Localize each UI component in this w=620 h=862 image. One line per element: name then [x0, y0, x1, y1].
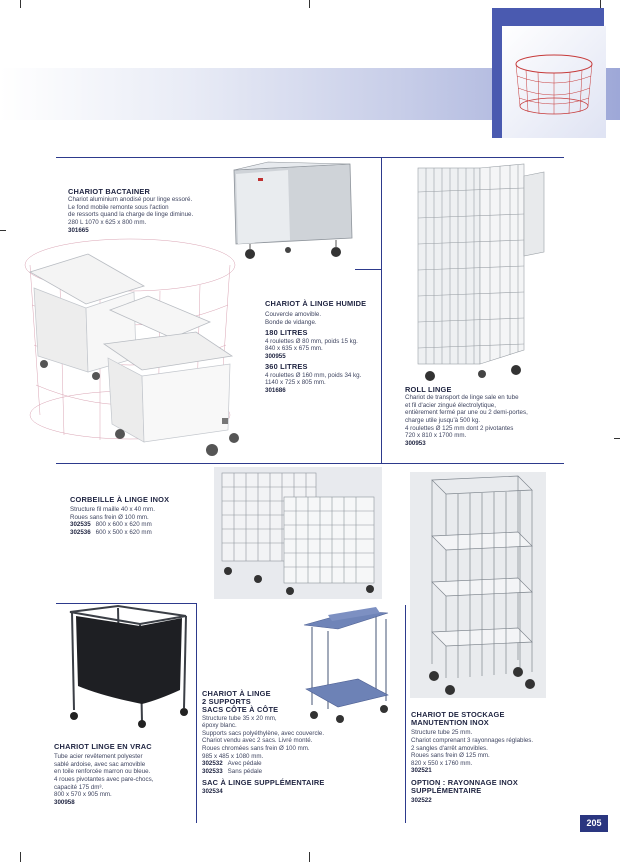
supports-block: [202, 690, 352, 795]
humide-title: CHARIOT À LINGE HUMIDE: [265, 299, 367, 308]
roll-ref: 300953: [405, 439, 426, 447]
humide-variant-1-desc-2: 840 x 635 x 675 mm.: [265, 345, 323, 353]
stockage-block: [411, 711, 571, 805]
humide-variant-2-ref: 301686: [265, 386, 286, 394]
corbeille-desc-1: Structure fil maille 40 x 40 mm.: [70, 506, 155, 514]
stockage-ref: 302521: [411, 767, 432, 775]
humide-desc-1: Couvercle amovible.: [265, 311, 322, 319]
corbeille-ref-2-dims: 600 x 500 x 620 mm: [95, 528, 152, 536]
roll-linge-illustration: [412, 162, 550, 384]
bactainer-desc-3: de ressorts quand la charge de linge diminue.: [68, 211, 194, 219]
vrac-title: CHARIOT LINGE EN VRAC: [54, 742, 152, 751]
page-number: 205: [580, 815, 608, 832]
supports-ref-1-label: Avec pédale: [227, 760, 262, 768]
supports-ref-2: 302533: [202, 767, 223, 775]
supports-desc-1: Structure tube 35 x 20 mm,: [202, 714, 277, 722]
grid-line-middle: [56, 463, 564, 464]
roll-desc-6: 720 x 810 x 1700 mm.: [405, 432, 467, 440]
stockage-desc-2: Chariot comprenant 3 rayonnages réglables.: [411, 737, 534, 744]
vrac-desc-6: 800 x 570 x 905 mm.: [54, 791, 112, 799]
supports-desc-2: époxy blanc.: [202, 722, 237, 730]
stockage-title-1: CHARIOT DE STOCKAGE: [411, 710, 505, 719]
roll-desc-4: charge utile jusqu'à 500 kg.: [405, 416, 481, 424]
corbeille-block: [70, 496, 210, 537]
supports-extra-title: SAC À LINGE SUPPLÉMENTAIRE: [202, 778, 325, 788]
grid-line-top: [56, 157, 564, 158]
stockage-illustration: [410, 472, 546, 698]
supports-ref-row: [202, 760, 352, 768]
bactainer-block: [68, 188, 228, 234]
supports-ref-row: [202, 768, 352, 776]
crop-mark: [600, 0, 601, 8]
humide-variant-2-desc-1: 4 roulettes Ø 160 mm, poids 34 kg.: [265, 371, 362, 379]
corbeille-ref-2: 302536: [70, 528, 91, 536]
humide-variant-1-name: 180 LITRES: [265, 328, 308, 338]
stockage-title-2: MANUTENTION INOX: [411, 718, 489, 728]
grid-line-v-mid: [196, 603, 197, 823]
roll-desc-2: et fil d'acier zingué électrolytique,: [405, 401, 496, 409]
roll-block: [405, 386, 565, 447]
bactainer-desc-1: Chariot aluminium anodisé pour linge essoré.: [68, 196, 193, 204]
supports-ref-1: 302532: [202, 760, 223, 768]
stockage-desc-1: Structure tube 25 mm.: [411, 729, 473, 737]
supports-desc-6: 985 x 485 x 1080 mm.: [202, 752, 264, 760]
header-basket-illustration: [508, 50, 600, 120]
stockage-desc-3: 2 sangles d'arrêt amovibles.: [411, 744, 488, 752]
vrac-illustration: [62, 604, 194, 728]
roll-title: ROLL LINGE: [405, 385, 452, 394]
supports-title-2: 2 SUPPORTS: [202, 697, 251, 707]
vrac-desc-2: sablé ardoise, avec sac amovible: [54, 760, 146, 768]
humide-variant-1-desc-1: 4 roulettes Ø 80 mm, poids 15 kg.: [265, 337, 358, 345]
bactainer-title: CHARIOT BACTAINER: [68, 187, 151, 196]
stockage-desc-5: 820 x 550 x 1760 mm.: [411, 759, 473, 767]
stockage-option-ref: 302522: [411, 797, 432, 805]
crop-mark: [0, 230, 6, 231]
supports-desc-4: Chariot vendu avec 2 sacs. Livré monté.: [202, 737, 313, 745]
bactainer-desc-2: Le fond mobile remonte sous l'action: [68, 203, 169, 211]
grid-line-v-right2: [405, 605, 406, 823]
supports-desc-5: Roues chromées sans frein Ø 100 mm.: [202, 744, 310, 752]
vrac-desc-5: capacité 175 dm³.: [54, 783, 104, 791]
crop-mark: [20, 852, 21, 862]
vrac-desc-3: en toile renforcée marron ou bleue.: [54, 768, 151, 776]
bactainer-illustration: [228, 160, 356, 264]
humide-block: [265, 300, 383, 394]
humide-variant-1-ref: 300955: [265, 352, 286, 360]
stockage-option-title-1: OPTION : RAYONNAGE INOX: [411, 777, 518, 787]
bactainer-ref: 301665: [68, 226, 89, 234]
humide-variant-2-desc-2: 1140 x 725 x 805 mm.: [265, 379, 326, 387]
crop-mark: [614, 438, 620, 439]
corbeille-ref-1: 302535: [70, 521, 91, 529]
stockage-option-title-2: SUPPLÉMENTAIRE: [411, 786, 482, 796]
humid-bin-illustration: [24, 252, 258, 462]
grid-line-humide: [355, 269, 381, 270]
stockage-desc-4: Roues sans frein Ø 125 mm.: [411, 752, 490, 760]
roll-desc-3: entièrement fermé par une ou 2 demi-portes,: [405, 409, 528, 417]
roll-desc-5: 4 roulettes Ø 125 mm dont 2 pivotantes: [405, 424, 514, 432]
supports-title-1: CHARIOT À LINGE: [202, 689, 271, 698]
crop-mark: [20, 0, 21, 8]
corbeille-illustration: [214, 467, 382, 599]
bactainer-desc-4: 280 L 1070 x 625 x 800 mm.: [68, 218, 147, 226]
vrac-ref: 300958: [54, 798, 75, 806]
supports-extra-ref: 302534: [202, 787, 223, 795]
roll-desc-1: Chariot de transport de linge sale en tube: [405, 394, 519, 402]
supports-ref-2-label: Sans pédale: [227, 767, 263, 775]
corbeille-title: CORBEILLE À LINGE INOX: [70, 495, 170, 504]
vrac-block: [54, 743, 194, 806]
corbeille-ref-row: [70, 529, 210, 537]
corbeille-ref-1-dims: 800 x 600 x 620 mm: [95, 521, 152, 529]
vrac-desc-4: 4 roues pivotantes avec pare-chocs,: [54, 775, 154, 783]
crop-mark: [309, 852, 310, 862]
crop-mark: [309, 0, 310, 8]
humide-desc-2: Bonde de vidange.: [265, 318, 317, 326]
supports-title-3: SACS CÔTE À CÔTE: [202, 705, 279, 715]
corbeille-desc-2: Roues sans frein Ø 100 mm.: [70, 513, 149, 521]
supports-desc-3: Supports sacs polyéthylène, avec couvercle.: [202, 729, 325, 737]
humide-variant-2-name: 360 LITRES: [265, 362, 308, 372]
corbeille-ref-row: [70, 521, 210, 529]
vrac-desc-1: Tube acier revêtement polyester: [54, 753, 143, 761]
